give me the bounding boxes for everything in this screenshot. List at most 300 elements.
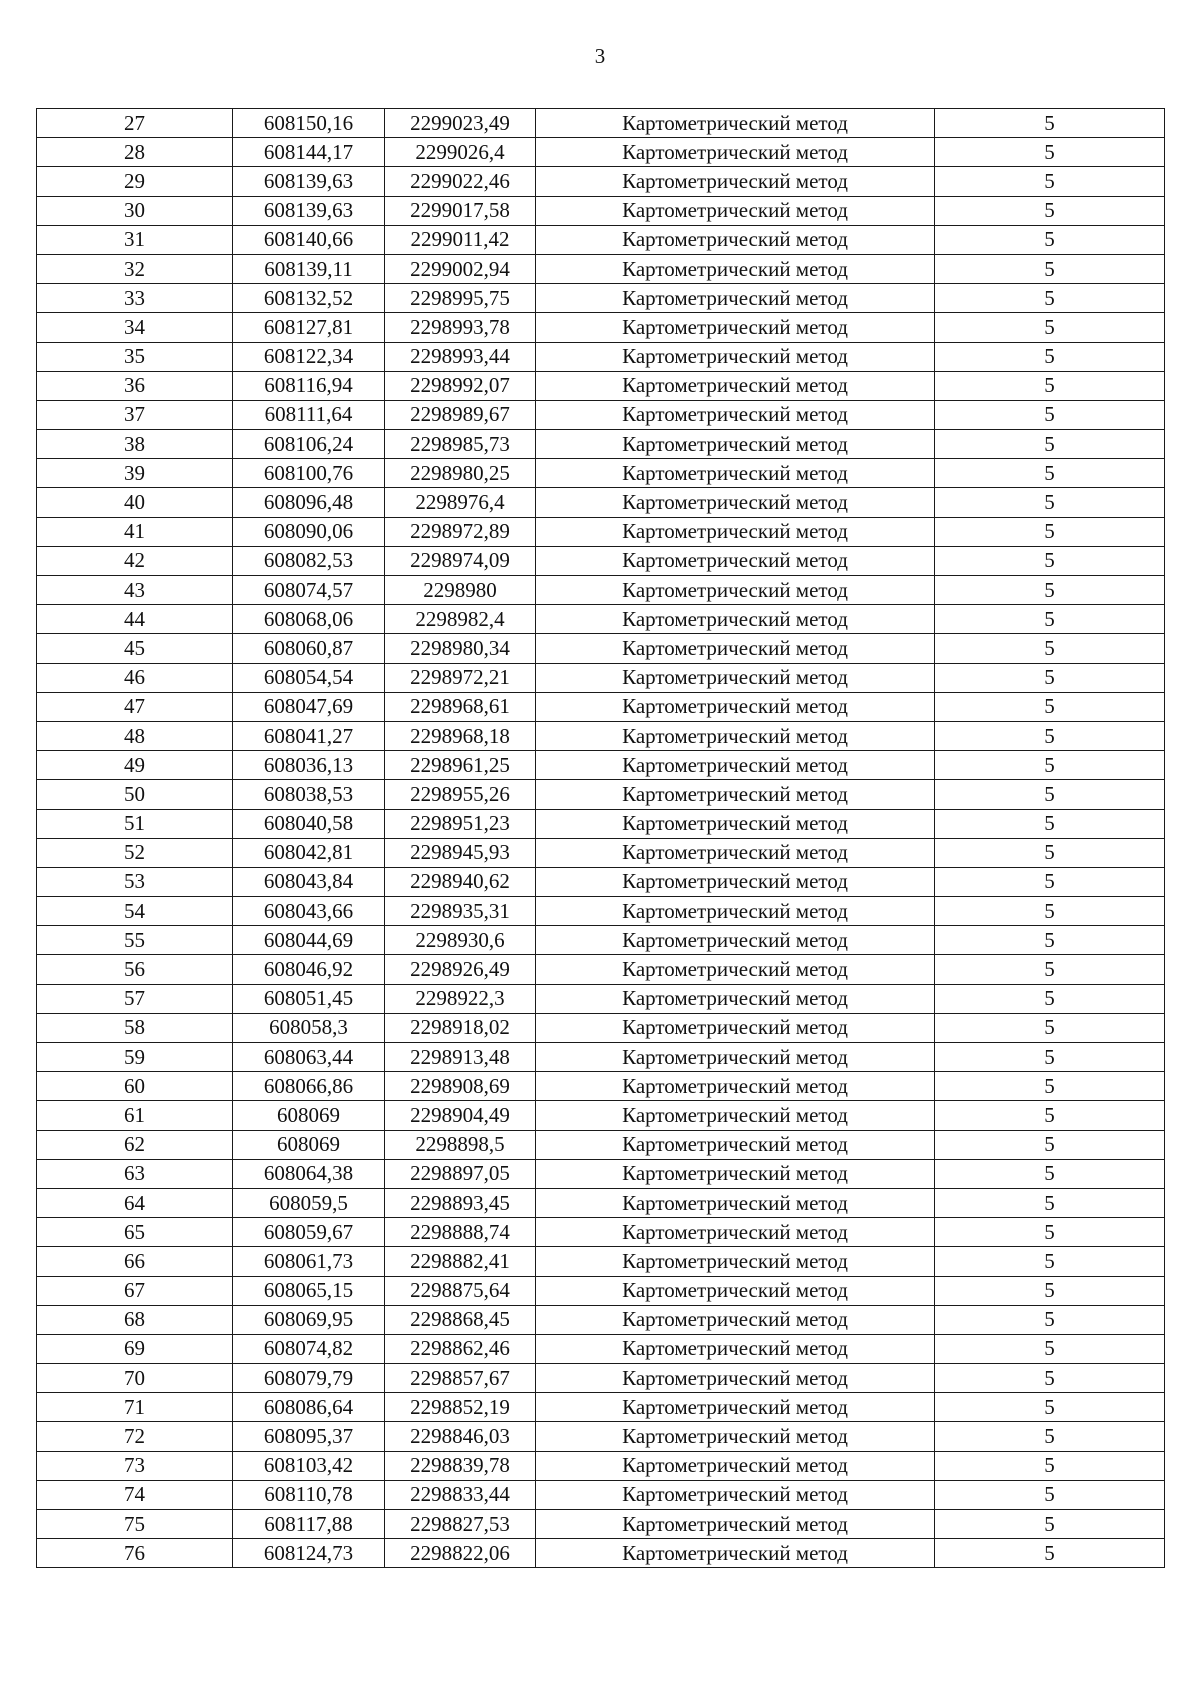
- accuracy-cell: 5: [935, 692, 1165, 721]
- y-coordinate-cell: 2298868,45: [385, 1305, 536, 1334]
- x-coordinate-cell: 608063,44: [233, 1043, 385, 1072]
- point-number-cell: 38: [37, 430, 233, 459]
- accuracy-cell: 5: [935, 721, 1165, 750]
- table-row: [37, 138, 1165, 167]
- x-coordinate-cell: 608110,78: [233, 1480, 385, 1509]
- point-number-cell: 47: [37, 692, 233, 721]
- method-cell: Картометрический метод: [536, 955, 935, 984]
- y-coordinate-cell: 2298893,45: [385, 1188, 536, 1217]
- x-coordinate-cell: 608117,88: [233, 1510, 385, 1539]
- x-coordinate-cell: 608042,81: [233, 838, 385, 867]
- table-row: [37, 488, 1165, 517]
- point-number-cell: 43: [37, 576, 233, 605]
- accuracy-cell: 5: [935, 663, 1165, 692]
- table-row: [37, 721, 1165, 750]
- accuracy-cell: 5: [935, 196, 1165, 225]
- x-coordinate-cell: 608140,66: [233, 225, 385, 254]
- table-row: [37, 430, 1165, 459]
- x-coordinate-cell: 608144,17: [233, 138, 385, 167]
- accuracy-cell: 5: [935, 955, 1165, 984]
- table-row: [37, 955, 1165, 984]
- method-cell: Картометрический метод: [536, 751, 935, 780]
- coordinates-table: [36, 108, 1165, 1568]
- y-coordinate-cell: 2298972,21: [385, 663, 536, 692]
- point-number-cell: 68: [37, 1305, 233, 1334]
- point-number-cell: 72: [37, 1422, 233, 1451]
- y-coordinate-cell: 2298862,46: [385, 1334, 536, 1363]
- accuracy-cell: 5: [935, 1043, 1165, 1072]
- point-number-cell: 70: [37, 1364, 233, 1393]
- method-cell: Картометрический метод: [536, 488, 935, 517]
- x-coordinate-cell: 608043,66: [233, 897, 385, 926]
- y-coordinate-cell: 2298904,49: [385, 1101, 536, 1130]
- x-coordinate-cell: 608139,63: [233, 196, 385, 225]
- method-cell: Картометрический метод: [536, 605, 935, 634]
- y-coordinate-cell: 2298993,78: [385, 313, 536, 342]
- y-coordinate-cell: 2298852,19: [385, 1393, 536, 1422]
- page-number: 3: [594, 44, 606, 68]
- table-row: [37, 1101, 1165, 1130]
- x-coordinate-cell: 608040,58: [233, 809, 385, 838]
- accuracy-cell: 5: [935, 926, 1165, 955]
- point-number-cell: 53: [37, 867, 233, 896]
- y-coordinate-cell: 2299002,94: [385, 254, 536, 283]
- point-number-cell: 76: [37, 1539, 233, 1568]
- y-coordinate-cell: 2298918,02: [385, 1013, 536, 1042]
- y-coordinate-cell: 2298839,78: [385, 1451, 536, 1480]
- point-number-cell: 37: [37, 400, 233, 429]
- method-cell: Картометрический метод: [536, 167, 935, 196]
- accuracy-cell: 5: [935, 780, 1165, 809]
- x-coordinate-cell: 608059,5: [233, 1188, 385, 1217]
- method-cell: Картометрический метод: [536, 342, 935, 371]
- table-row: [37, 605, 1165, 634]
- point-number-cell: 35: [37, 342, 233, 371]
- method-cell: Картометрический метод: [536, 984, 935, 1013]
- point-number-cell: 65: [37, 1218, 233, 1247]
- method-cell: Картометрический метод: [536, 576, 935, 605]
- point-number-cell: 58: [37, 1013, 233, 1042]
- method-cell: Картометрический метод: [536, 692, 935, 721]
- point-number-cell: 54: [37, 897, 233, 926]
- table-row: [37, 546, 1165, 575]
- x-coordinate-cell: 608090,06: [233, 517, 385, 546]
- y-coordinate-cell: 2298972,89: [385, 517, 536, 546]
- table-row: [37, 1364, 1165, 1393]
- method-cell: Картометрический метод: [536, 780, 935, 809]
- x-coordinate-cell: 608069,95: [233, 1305, 385, 1334]
- y-coordinate-cell: 2298898,5: [385, 1130, 536, 1159]
- y-coordinate-cell: 2298982,4: [385, 605, 536, 634]
- method-cell: Картометрический метод: [536, 1218, 935, 1247]
- y-coordinate-cell: 2298945,93: [385, 838, 536, 867]
- x-coordinate-cell: 608095,37: [233, 1422, 385, 1451]
- table-row: [37, 225, 1165, 254]
- y-coordinate-cell: 2298980: [385, 576, 536, 605]
- point-number-cell: 30: [37, 196, 233, 225]
- y-coordinate-cell: 2298926,49: [385, 955, 536, 984]
- table-row: [37, 1334, 1165, 1363]
- accuracy-cell: 5: [935, 546, 1165, 575]
- x-coordinate-cell: 608064,38: [233, 1159, 385, 1188]
- y-coordinate-cell: 2298833,44: [385, 1480, 536, 1509]
- method-cell: Картометрический метод: [536, 313, 935, 342]
- table-row: [37, 1393, 1165, 1422]
- method-cell: Картометрический метод: [536, 138, 935, 167]
- point-number-cell: 41: [37, 517, 233, 546]
- table-row: [37, 663, 1165, 692]
- table-row: [37, 1013, 1165, 1042]
- x-coordinate-cell: 608046,92: [233, 955, 385, 984]
- table-row: [37, 1043, 1165, 1072]
- table-row: [37, 109, 1165, 138]
- x-coordinate-cell: 608103,42: [233, 1451, 385, 1480]
- point-number-cell: 69: [37, 1334, 233, 1363]
- table-row: [37, 1422, 1165, 1451]
- x-coordinate-cell: 608065,15: [233, 1276, 385, 1305]
- y-coordinate-cell: 2298940,62: [385, 867, 536, 896]
- y-coordinate-cell: 2298980,25: [385, 459, 536, 488]
- method-cell: Картометрический метод: [536, 867, 935, 896]
- point-number-cell: 49: [37, 751, 233, 780]
- point-number-cell: 55: [37, 926, 233, 955]
- table-row: [37, 342, 1165, 371]
- table-row: [37, 371, 1165, 400]
- method-cell: Картометрический метод: [536, 1276, 935, 1305]
- accuracy-cell: 5: [935, 254, 1165, 283]
- method-cell: Картометрический метод: [536, 1334, 935, 1363]
- method-cell: Картометрический метод: [536, 400, 935, 429]
- y-coordinate-cell: 2298976,4: [385, 488, 536, 517]
- method-cell: Картометрический метод: [536, 371, 935, 400]
- method-cell: Картометрический метод: [536, 430, 935, 459]
- table-row: [37, 196, 1165, 225]
- method-cell: Картометрический метод: [536, 1043, 935, 1072]
- point-number-cell: 52: [37, 838, 233, 867]
- accuracy-cell: 5: [935, 1334, 1165, 1363]
- table-row: [37, 517, 1165, 546]
- y-coordinate-cell: 2298897,05: [385, 1159, 536, 1188]
- x-coordinate-cell: 608043,84: [233, 867, 385, 896]
- y-coordinate-cell: 2298980,34: [385, 634, 536, 663]
- accuracy-cell: 5: [935, 1130, 1165, 1159]
- x-coordinate-cell: 608096,48: [233, 488, 385, 517]
- method-cell: Картометрический метод: [536, 254, 935, 283]
- x-coordinate-cell: 608100,76: [233, 459, 385, 488]
- table-row: [37, 751, 1165, 780]
- point-number-cell: 32: [37, 254, 233, 283]
- table-row: [37, 1130, 1165, 1159]
- coordinates-table-body: [37, 109, 1165, 1568]
- method-cell: Картометрический метод: [536, 634, 935, 663]
- x-coordinate-cell: 608074,57: [233, 576, 385, 605]
- y-coordinate-cell: 2298968,18: [385, 721, 536, 750]
- accuracy-cell: 5: [935, 371, 1165, 400]
- accuracy-cell: 5: [935, 488, 1165, 517]
- method-cell: Картометрический метод: [536, 109, 935, 138]
- accuracy-cell: 5: [935, 138, 1165, 167]
- accuracy-cell: 5: [935, 984, 1165, 1013]
- method-cell: Картометрический метод: [536, 897, 935, 926]
- method-cell: Картометрический метод: [536, 517, 935, 546]
- point-number-cell: 66: [37, 1247, 233, 1276]
- point-number-cell: 34: [37, 313, 233, 342]
- y-coordinate-cell: 2298882,41: [385, 1247, 536, 1276]
- x-coordinate-cell: 608058,3: [233, 1013, 385, 1042]
- method-cell: Картометрический метод: [536, 1480, 935, 1509]
- y-coordinate-cell: 2298974,09: [385, 546, 536, 575]
- method-cell: Картометрический метод: [536, 1101, 935, 1130]
- y-coordinate-cell: 2298913,48: [385, 1043, 536, 1072]
- accuracy-cell: 5: [935, 1510, 1165, 1539]
- table-row: [37, 692, 1165, 721]
- y-coordinate-cell: 2298995,75: [385, 284, 536, 313]
- table-row: [37, 926, 1165, 955]
- table-row: [37, 167, 1165, 196]
- x-coordinate-cell: 608061,73: [233, 1247, 385, 1276]
- point-number-cell: 39: [37, 459, 233, 488]
- method-cell: Картометрический метод: [536, 284, 935, 313]
- table-row: [37, 1451, 1165, 1480]
- point-number-cell: 33: [37, 284, 233, 313]
- accuracy-cell: 5: [935, 1422, 1165, 1451]
- x-coordinate-cell: 608150,16: [233, 109, 385, 138]
- table-row: [37, 984, 1165, 1013]
- table-row: [37, 780, 1165, 809]
- x-coordinate-cell: 608068,06: [233, 605, 385, 634]
- accuracy-cell: 5: [935, 400, 1165, 429]
- x-coordinate-cell: 608082,53: [233, 546, 385, 575]
- point-number-cell: 64: [37, 1188, 233, 1217]
- accuracy-cell: 5: [935, 1072, 1165, 1101]
- table-row: [37, 1159, 1165, 1188]
- table-row: [37, 1072, 1165, 1101]
- point-number-cell: 63: [37, 1159, 233, 1188]
- point-number-cell: 40: [37, 488, 233, 517]
- accuracy-cell: 5: [935, 517, 1165, 546]
- y-coordinate-cell: 2298888,74: [385, 1218, 536, 1247]
- accuracy-cell: 5: [935, 751, 1165, 780]
- table-row: [37, 809, 1165, 838]
- x-coordinate-cell: 608116,94: [233, 371, 385, 400]
- table-row: [37, 254, 1165, 283]
- table-row: [37, 400, 1165, 429]
- y-coordinate-cell: 2298935,31: [385, 897, 536, 926]
- method-cell: Картометрический метод: [536, 1510, 935, 1539]
- method-cell: Картометрический метод: [536, 1539, 935, 1568]
- accuracy-cell: 5: [935, 342, 1165, 371]
- table-row: [37, 1247, 1165, 1276]
- y-coordinate-cell: 2298822,06: [385, 1539, 536, 1568]
- method-cell: Картометрический метод: [536, 721, 935, 750]
- method-cell: Картометрический метод: [536, 663, 935, 692]
- method-cell: Картометрический метод: [536, 1159, 935, 1188]
- table-row: [37, 634, 1165, 663]
- point-number-cell: 51: [37, 809, 233, 838]
- accuracy-cell: 5: [935, 897, 1165, 926]
- point-number-cell: 62: [37, 1130, 233, 1159]
- point-number-cell: 71: [37, 1393, 233, 1422]
- table-row: [37, 1305, 1165, 1334]
- method-cell: Картометрический метод: [536, 838, 935, 867]
- x-coordinate-cell: 608059,67: [233, 1218, 385, 1247]
- method-cell: Картометрический метод: [536, 1393, 935, 1422]
- x-coordinate-cell: 608139,11: [233, 254, 385, 283]
- accuracy-cell: 5: [935, 1305, 1165, 1334]
- x-coordinate-cell: 608044,69: [233, 926, 385, 955]
- accuracy-cell: 5: [935, 1159, 1165, 1188]
- y-coordinate-cell: 2298930,6: [385, 926, 536, 955]
- y-coordinate-cell: 2298985,73: [385, 430, 536, 459]
- point-number-cell: 45: [37, 634, 233, 663]
- y-coordinate-cell: 2298875,64: [385, 1276, 536, 1305]
- method-cell: Картометрический метод: [536, 1451, 935, 1480]
- accuracy-cell: 5: [935, 313, 1165, 342]
- y-coordinate-cell: 2298993,44: [385, 342, 536, 371]
- method-cell: Картометрический метод: [536, 1247, 935, 1276]
- method-cell: Картометрический метод: [536, 926, 935, 955]
- point-number-cell: 29: [37, 167, 233, 196]
- table-row: [37, 576, 1165, 605]
- point-number-cell: 42: [37, 546, 233, 575]
- x-coordinate-cell: 608054,54: [233, 663, 385, 692]
- accuracy-cell: 5: [935, 576, 1165, 605]
- point-number-cell: 67: [37, 1276, 233, 1305]
- y-coordinate-cell: 2299011,42: [385, 225, 536, 254]
- x-coordinate-cell: 608038,53: [233, 780, 385, 809]
- point-number-cell: 50: [37, 780, 233, 809]
- y-coordinate-cell: 2299022,46: [385, 167, 536, 196]
- y-coordinate-cell: 2298968,61: [385, 692, 536, 721]
- point-number-cell: 75: [37, 1510, 233, 1539]
- method-cell: Картометрический метод: [536, 1422, 935, 1451]
- point-number-cell: 73: [37, 1451, 233, 1480]
- x-coordinate-cell: 608060,87: [233, 634, 385, 663]
- accuracy-cell: 5: [935, 109, 1165, 138]
- table-row: [37, 459, 1165, 488]
- accuracy-cell: 5: [935, 1188, 1165, 1217]
- method-cell: Картометрический метод: [536, 546, 935, 575]
- accuracy-cell: 5: [935, 1480, 1165, 1509]
- y-coordinate-cell: 2298955,26: [385, 780, 536, 809]
- method-cell: Картометрический метод: [536, 196, 935, 225]
- accuracy-cell: 5: [935, 459, 1165, 488]
- table-row: [37, 284, 1165, 313]
- accuracy-cell: 5: [935, 225, 1165, 254]
- y-coordinate-cell: 2298846,03: [385, 1422, 536, 1451]
- accuracy-cell: 5: [935, 605, 1165, 634]
- y-coordinate-cell: 2298992,07: [385, 371, 536, 400]
- x-coordinate-cell: 608122,34: [233, 342, 385, 371]
- point-number-cell: 60: [37, 1072, 233, 1101]
- y-coordinate-cell: 2298922,3: [385, 984, 536, 1013]
- x-coordinate-cell: 608111,64: [233, 400, 385, 429]
- point-number-cell: 27: [37, 109, 233, 138]
- x-coordinate-cell: 608041,27: [233, 721, 385, 750]
- table-row: [37, 313, 1165, 342]
- accuracy-cell: 5: [935, 1393, 1165, 1422]
- table-row: [37, 838, 1165, 867]
- x-coordinate-cell: 608079,79: [233, 1364, 385, 1393]
- accuracy-cell: 5: [935, 1101, 1165, 1130]
- method-cell: Картометрический метод: [536, 1364, 935, 1393]
- accuracy-cell: 5: [935, 1218, 1165, 1247]
- x-coordinate-cell: 608074,82: [233, 1334, 385, 1363]
- x-coordinate-cell: 608106,24: [233, 430, 385, 459]
- x-coordinate-cell: 608069: [233, 1101, 385, 1130]
- point-number-cell: 28: [37, 138, 233, 167]
- y-coordinate-cell: 2299026,4: [385, 138, 536, 167]
- accuracy-cell: 5: [935, 1247, 1165, 1276]
- accuracy-cell: 5: [935, 284, 1165, 313]
- x-coordinate-cell: 608069: [233, 1130, 385, 1159]
- point-number-cell: 48: [37, 721, 233, 750]
- y-coordinate-cell: 2298857,67: [385, 1364, 536, 1393]
- accuracy-cell: 5: [935, 1276, 1165, 1305]
- x-coordinate-cell: 608066,86: [233, 1072, 385, 1101]
- table-row: [37, 1218, 1165, 1247]
- x-coordinate-cell: 608132,52: [233, 284, 385, 313]
- point-number-cell: 31: [37, 225, 233, 254]
- y-coordinate-cell: 2298989,67: [385, 400, 536, 429]
- table-row: [37, 1480, 1165, 1509]
- y-coordinate-cell: 2299017,58: [385, 196, 536, 225]
- point-number-cell: 59: [37, 1043, 233, 1072]
- x-coordinate-cell: 608036,13: [233, 751, 385, 780]
- table-row: [37, 867, 1165, 896]
- table-row: [37, 1539, 1165, 1568]
- table-row: [37, 897, 1165, 926]
- accuracy-cell: 5: [935, 1013, 1165, 1042]
- x-coordinate-cell: 608051,45: [233, 984, 385, 1013]
- y-coordinate-cell: 2298961,25: [385, 751, 536, 780]
- method-cell: Картометрический метод: [536, 1013, 935, 1042]
- accuracy-cell: 5: [935, 167, 1165, 196]
- accuracy-cell: 5: [935, 838, 1165, 867]
- x-coordinate-cell: 608086,64: [233, 1393, 385, 1422]
- method-cell: Картометрический метод: [536, 809, 935, 838]
- x-coordinate-cell: 608127,81: [233, 313, 385, 342]
- x-coordinate-cell: 608124,73: [233, 1539, 385, 1568]
- accuracy-cell: 5: [935, 430, 1165, 459]
- method-cell: Картометрический метод: [536, 1130, 935, 1159]
- method-cell: Картометрический метод: [536, 459, 935, 488]
- table-row: [37, 1276, 1165, 1305]
- accuracy-cell: 5: [935, 809, 1165, 838]
- accuracy-cell: 5: [935, 867, 1165, 896]
- point-number-cell: 56: [37, 955, 233, 984]
- method-cell: Картометрический метод: [536, 1305, 935, 1334]
- y-coordinate-cell: 2299023,49: [385, 109, 536, 138]
- method-cell: Картометрический метод: [536, 1072, 935, 1101]
- method-cell: Картометрический метод: [536, 225, 935, 254]
- point-number-cell: 44: [37, 605, 233, 634]
- y-coordinate-cell: 2298827,53: [385, 1510, 536, 1539]
- table-row: [37, 1510, 1165, 1539]
- accuracy-cell: 5: [935, 1539, 1165, 1568]
- accuracy-cell: 5: [935, 634, 1165, 663]
- method-cell: Картометрический метод: [536, 1188, 935, 1217]
- point-number-cell: 74: [37, 1480, 233, 1509]
- x-coordinate-cell: 608047,69: [233, 692, 385, 721]
- y-coordinate-cell: 2298908,69: [385, 1072, 536, 1101]
- accuracy-cell: 5: [935, 1364, 1165, 1393]
- point-number-cell: 61: [37, 1101, 233, 1130]
- point-number-cell: 46: [37, 663, 233, 692]
- table-row: [37, 1188, 1165, 1217]
- point-number-cell: 57: [37, 984, 233, 1013]
- point-number-cell: 36: [37, 371, 233, 400]
